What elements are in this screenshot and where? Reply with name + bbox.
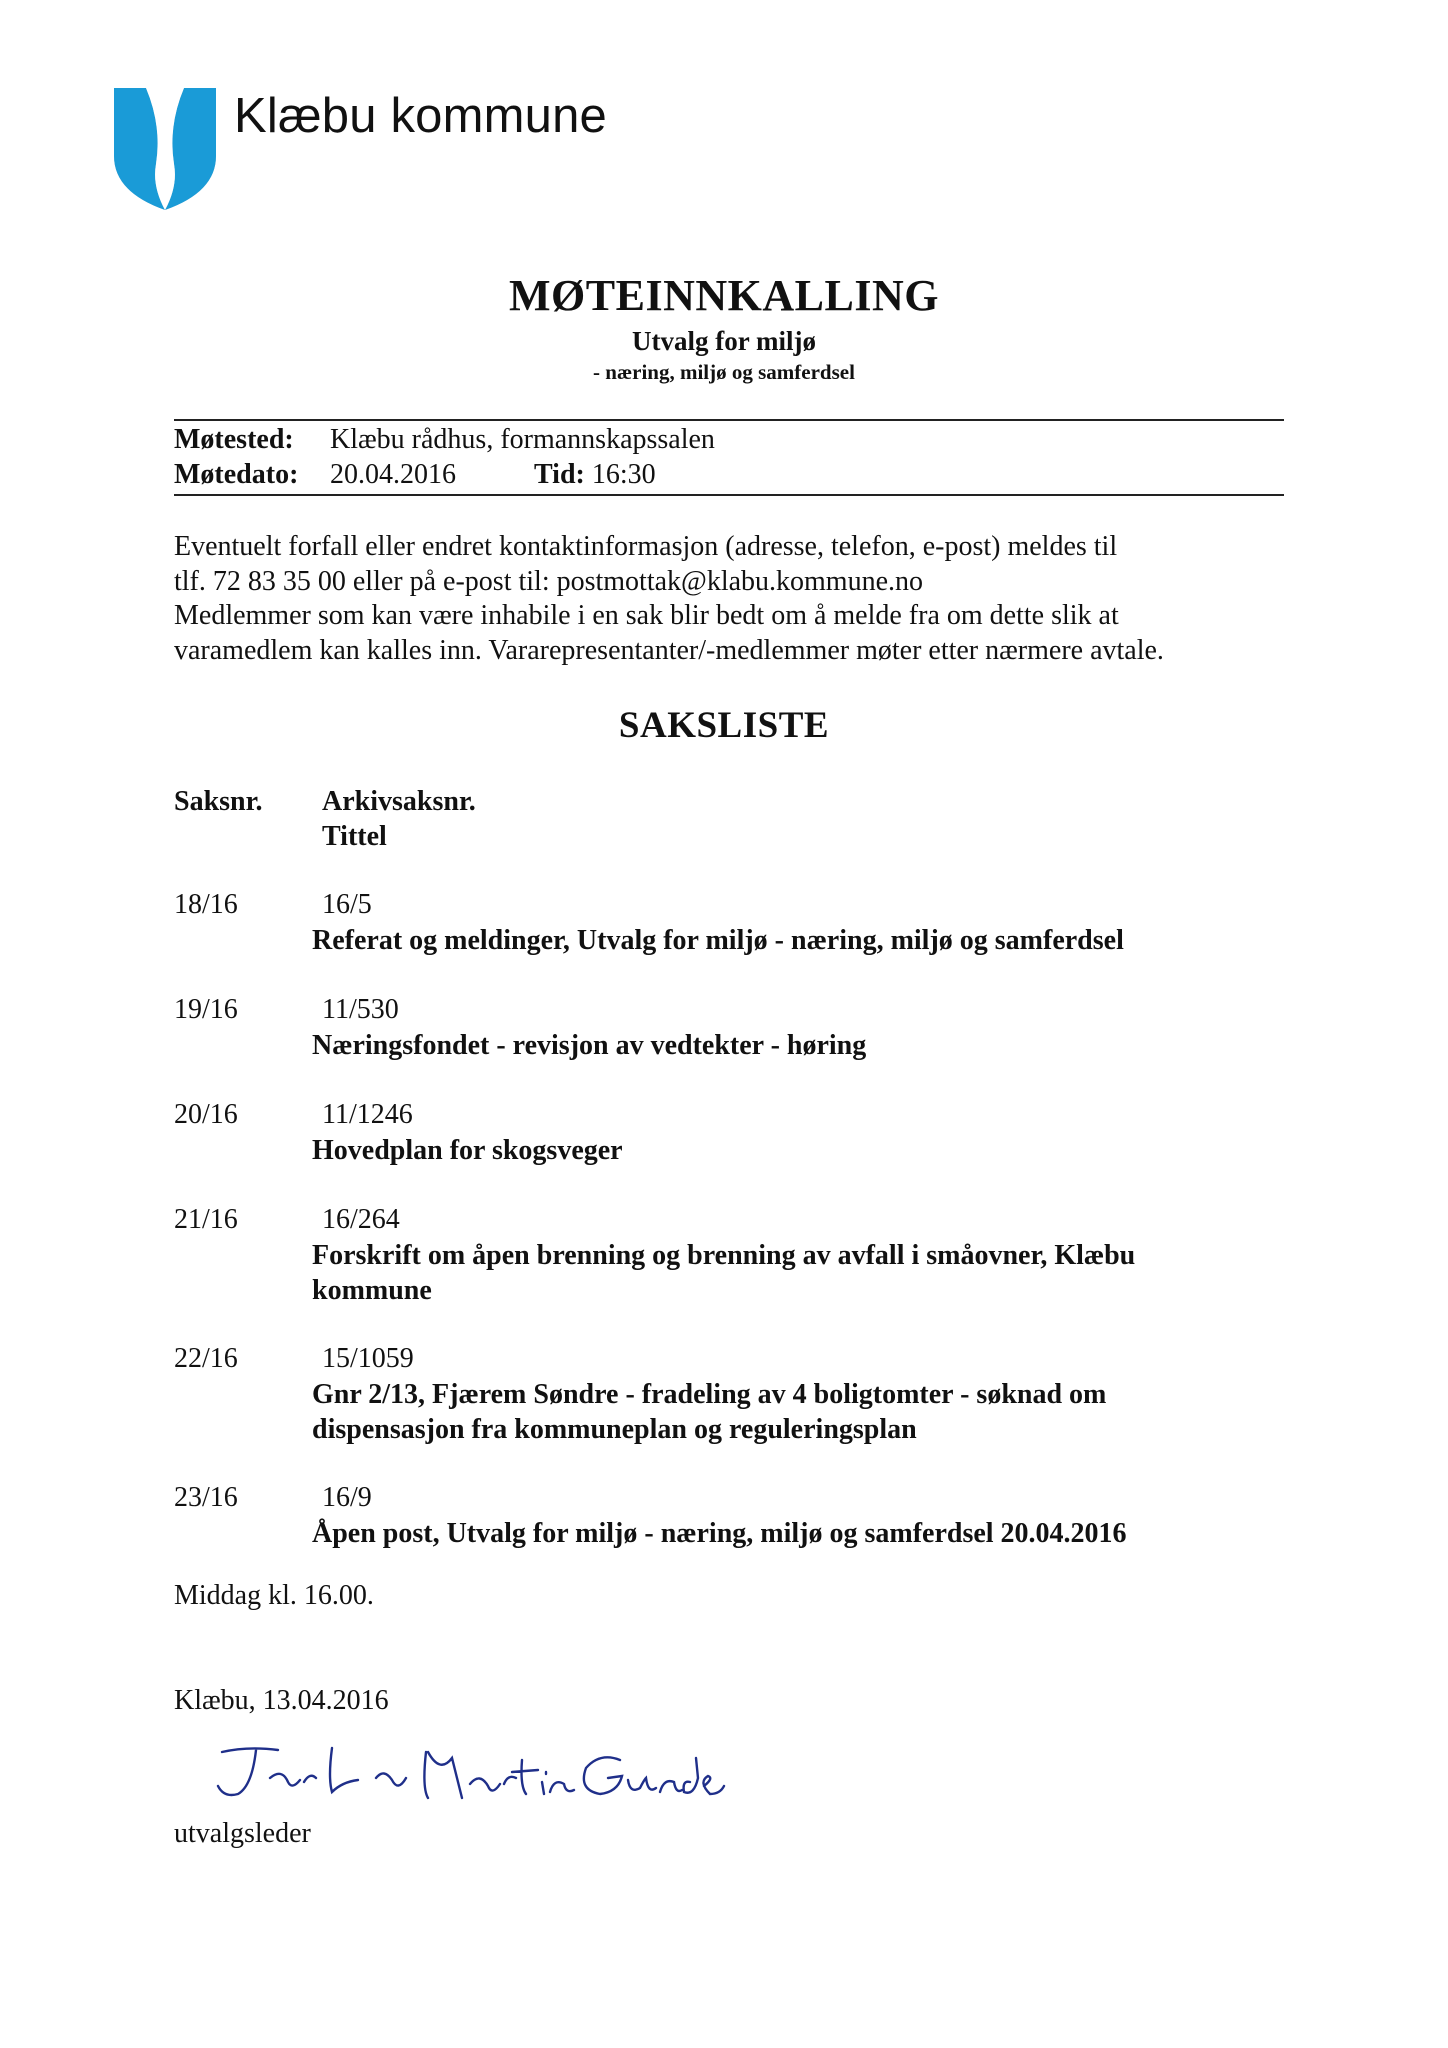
agenda-item-arkivsaksnr: 11/1246 bbox=[322, 1099, 413, 1130]
agenda-item-title: Forskrift om åpen brenning og brenning av avfall i småovner, Klæbu kommune bbox=[312, 1240, 1136, 1306]
meeting-place-label: Møtested: bbox=[174, 424, 294, 455]
agenda-item-arkivsaksnr: 16/5 bbox=[322, 889, 372, 920]
agenda-item-title: Gnr 2/13, Fjærem Søndre - fradeling av 4 boligtomter - søknad om dispensasjon fra kommuneplan og reguleringsplan bbox=[312, 1379, 1107, 1445]
column-header-tittel: Tittel bbox=[322, 821, 387, 852]
divider-top bbox=[174, 419, 1284, 421]
agenda-item-saksnr: 18/16 bbox=[174, 889, 238, 920]
intro-line: Eventuelt forfall eller endret kontaktinformasjon (adresse, telefon, e-post) meldes til bbox=[174, 531, 1118, 562]
coat-of-arms-icon bbox=[112, 86, 218, 212]
agenda-item-saksnr: 22/16 bbox=[174, 1343, 238, 1374]
intro-line: varamedlem kan kalles inn. Vararepresentanter/-medlemmer møter etter nærmere avtale. bbox=[174, 634, 1164, 666]
agenda-item-title: Hovedplan for skogsveger bbox=[312, 1135, 623, 1166]
agenda-item-saksnr: 23/16 bbox=[174, 1482, 238, 1513]
agenda-title: SAKSLISTE bbox=[618, 705, 830, 746]
agenda-item-arkivsaksnr: 15/1059 bbox=[322, 1343, 414, 1374]
agenda-item-title: Referat og meldinger, Utvalg for miljø - næring, miljø og samferdsel bbox=[312, 925, 1124, 956]
document-title: MØTEINNKALLING bbox=[509, 271, 939, 320]
meeting-place-value: Klæbu rådhus, formannskapssalen bbox=[330, 424, 715, 455]
meeting-date-value: 20.04.2016 bbox=[330, 459, 456, 490]
agenda-item-saksnr: 20/16 bbox=[174, 1099, 238, 1130]
handwritten-signature bbox=[208, 1738, 728, 1818]
column-header-arkivsaksnr: Arkivsaksnr. bbox=[322, 786, 476, 817]
agenda-item-title: Åpen post, Utvalg for miljø - næring, miljø og samferdsel 20.04.2016 bbox=[312, 1518, 1127, 1549]
agenda-item-saksnr: 21/16 bbox=[174, 1204, 238, 1235]
meeting-date-label: Møtedato: bbox=[174, 459, 299, 490]
agenda-item-arkivsaksnr: 16/264 bbox=[322, 1204, 400, 1235]
meeting-time-label: Tid: bbox=[534, 459, 585, 490]
agenda-item-arkivsaksnr: 16/9 bbox=[322, 1482, 372, 1513]
column-header-saksnr: Saksnr. bbox=[174, 786, 263, 817]
signer-role: utvalgsleder bbox=[174, 1818, 311, 1849]
committee-subtitle: - næring, miljø og samferdsel bbox=[593, 360, 855, 384]
organization-name: Klæbu kommune bbox=[234, 89, 607, 143]
divider-bottom bbox=[174, 494, 1284, 496]
dinner-note: Middag kl. 16.00. bbox=[174, 1580, 374, 1611]
place-and-date: Klæbu, 13.04.2016 bbox=[174, 1685, 389, 1716]
intro-paragraph bbox=[174, 530, 1294, 668]
agenda-item-arkivsaksnr: 11/530 bbox=[322, 994, 399, 1025]
intro-line: Medlemmer som kan være inhabile i en sak blir bedt om å melde fra om dette slik at bbox=[174, 600, 1119, 631]
agenda-item-title: Næringsfondet - revisjon av vedtekter - høring bbox=[312, 1030, 867, 1061]
committee-name: Utvalg for miljø bbox=[632, 326, 816, 356]
meeting-place-row bbox=[174, 424, 715, 456]
meeting-date-row bbox=[174, 459, 656, 491]
agenda-item-saksnr: 19/16 bbox=[174, 994, 238, 1025]
meeting-time-value: 16:30 bbox=[591, 459, 656, 490]
intro-line: tlf. 72 83 35 00 eller på e-post til: postmottak@klabu.kommune.no bbox=[174, 565, 924, 597]
